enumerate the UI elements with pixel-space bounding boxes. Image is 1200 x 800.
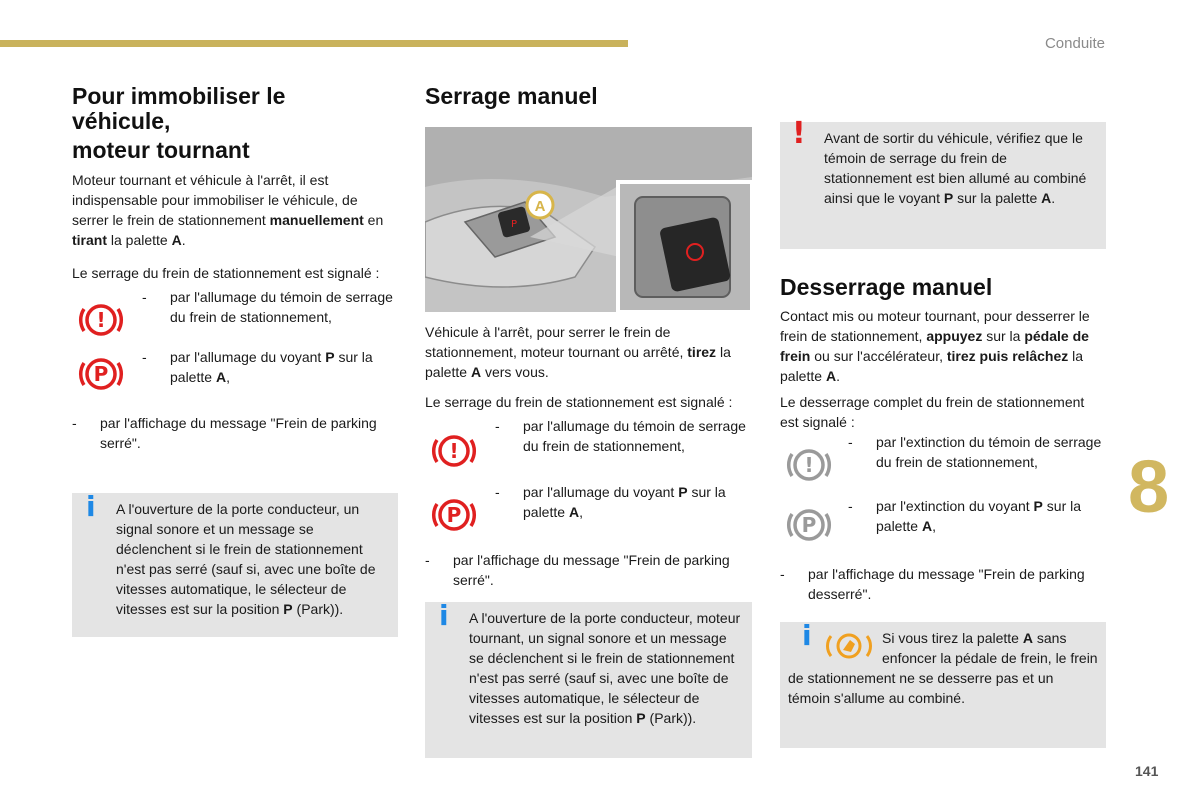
- indicator-item: [142, 347, 398, 387]
- dash: -: [495, 418, 500, 434]
- indicator-text: par l'extinction du témoin de serrage du frein de stationnement,: [876, 434, 1102, 470]
- text-run: A: [215, 369, 227, 385]
- text-run: .: [1051, 190, 1056, 206]
- section-label: Conduite: [1044, 35, 1105, 52]
- heading-immobiliser: [72, 84, 398, 134]
- text-run: A: [1041, 190, 1052, 206]
- text-run: par l'extinction du voyant: [876, 498, 1034, 514]
- exclaim-glyph: !: [96, 308, 106, 332]
- text-run: ou sur l'accélérateur,: [810, 348, 947, 364]
- text-run: A: [1022, 630, 1033, 646]
- indicator-text: [523, 482, 752, 522]
- text-run: sur la palette: [876, 498, 1082, 534]
- p-glyph: P: [93, 362, 109, 386]
- indicator-item: [495, 416, 752, 456]
- indicator-group: [780, 432, 1106, 542]
- text-run: la palette: [425, 344, 731, 380]
- text-run: vers vous.: [481, 364, 549, 380]
- exclaim-glyph: !: [804, 453, 814, 477]
- parking-brake-p-icon-red: [76, 349, 126, 399]
- info-icon: i: [802, 619, 812, 652]
- warning-box: [780, 116, 1106, 249]
- text-run: sans enfoncer la pédale de frein, le frein de stationnement ne se desserre pas et un témoin s'allume au combiné.: [788, 630, 1098, 706]
- signal-paragraph: Le serrage du frein de stationnement est signalé :: [425, 394, 733, 410]
- p-glyph: P: [801, 513, 817, 537]
- parking-brake-illustration: [425, 127, 752, 312]
- text-run: manuellement: [269, 212, 364, 228]
- indicator-item: [848, 496, 1106, 536]
- desserrage-description: [780, 306, 1106, 386]
- message-item: [780, 564, 1106, 604]
- message-item: [425, 550, 752, 590]
- column-desserrage: [780, 80, 1106, 748]
- text-run: Contact mis ou moteur tournant, pour desserrer le frein de stationnement,: [780, 308, 1090, 344]
- message-text: par l'affichage du message "Frein de parking serré".: [100, 415, 377, 451]
- text-run: .: [836, 368, 840, 384]
- warning-icon: !: [792, 116, 806, 151]
- dashboard-drawing: [425, 127, 752, 312]
- indicator-text: [170, 347, 398, 387]
- info-box: [425, 599, 752, 758]
- text-run: par l'allumage du voyant: [170, 349, 326, 365]
- dash: -: [495, 484, 500, 500]
- exclaim-glyph: !: [449, 439, 459, 463]
- info-box: [72, 490, 398, 637]
- text-run: ,: [932, 518, 936, 534]
- text-run: sur la palette: [170, 349, 373, 385]
- dash: -: [72, 415, 77, 431]
- text-run: tirant: [72, 232, 107, 248]
- indicator-group: [72, 287, 398, 397]
- text-run: A l'ouverture de la porte conducteur, moteur tournant, un signal sonore et un message se déclenchent si le frein de stationnement n'est pas serré (sauf si, avec une boîte de vitesses automatique, le sélecteur de vitesses est sur la position: [469, 610, 741, 726]
- message-item: [72, 413, 398, 453]
- dash: -: [848, 434, 853, 450]
- p-glyph: P: [510, 219, 518, 230]
- heading-serrage-manuel: Serrage manuel: [425, 83, 598, 109]
- text-run: Véhicule à l'arrêt, pour serrer le frein de stationnement, moteur tournant ou arrêté,: [425, 324, 688, 360]
- text-run: tirez puis relâchez: [946, 348, 1069, 364]
- message-text: par l'affichage du message "Frein de parking serré".: [453, 552, 730, 588]
- parking-brake-p-icon-red: [429, 490, 479, 540]
- chapter-number: 8: [1128, 445, 1170, 528]
- text-run: ,: [226, 369, 230, 385]
- text-run: pédale de frein: [780, 328, 1089, 364]
- text-run: la palette: [780, 348, 1084, 384]
- text-run: A: [921, 518, 933, 534]
- serrage-description: [425, 322, 752, 382]
- text-run: A: [568, 504, 580, 520]
- text-run: P: [283, 601, 293, 617]
- text-run: (Park)).: [292, 601, 344, 617]
- text-run: Moteur tournant et véhicule à l'arrêt, il est indispensable pour immobiliser le véhicule, de serrer le frein de stationnement: [72, 172, 358, 228]
- indicator-group: [425, 416, 752, 526]
- text-run: A: [171, 232, 182, 248]
- text-run: P: [325, 349, 335, 365]
- column-serrage: [425, 80, 752, 758]
- heading-desserrage-manuel: Desserrage manuel: [780, 274, 993, 300]
- info-icon: i: [86, 490, 96, 523]
- message-text: par l'affichage du message "Frein de parking desserré".: [808, 566, 1085, 602]
- parking-brake-p-icon-grey: [784, 500, 834, 550]
- indicator-text: par l'allumage du témoin de serrage du frein de stationnement,: [170, 289, 393, 325]
- text-run: par l'allumage du voyant: [523, 484, 679, 500]
- p-glyph: P: [446, 503, 462, 527]
- info-box: [780, 619, 1106, 748]
- callout-letter: A: [534, 198, 546, 215]
- page-number: 141: [1135, 763, 1159, 779]
- indicator-item: [848, 432, 1106, 472]
- brake-warning-icon-red: [76, 295, 126, 345]
- text-run: A: [825, 368, 837, 384]
- text-run: Si vous tirez la palette: [882, 630, 1023, 646]
- heading-line: véhicule,: [72, 108, 171, 134]
- text-run: A l'ouverture de la porte conducteur, un signal sonore et un message se déclenchent si le frein de stationnement n'est pas serré (sauf si, avec une boîte de vitesses automatique, le sélecteur de vitesses est sur la position: [116, 501, 376, 617]
- text-run: ,: [579, 504, 583, 520]
- indicator-text: par l'allumage du témoin de serrage du frein de stationnement,: [523, 418, 746, 454]
- text-run: sur la: [982, 328, 1025, 344]
- text-run: tirez: [687, 344, 717, 360]
- dash: -: [780, 566, 785, 582]
- text-run: P: [1033, 498, 1043, 514]
- info-icon: i: [439, 599, 449, 632]
- text-run: .: [181, 232, 186, 248]
- text-run: P: [636, 710, 646, 726]
- heading-moteur-tournant: moteur tournant: [72, 137, 250, 163]
- indicator-text: [876, 496, 1106, 536]
- heading-line: Pour immobiliser le: [72, 83, 286, 109]
- signal-paragraph: Le serrage du frein de stationnement est signalé :: [72, 265, 380, 281]
- dash: -: [425, 552, 430, 568]
- indicator-item: [495, 482, 752, 522]
- signal-paragraph: Le desserrage complet du frein de stationnement est signalé :: [780, 394, 1085, 430]
- dash: -: [848, 498, 853, 514]
- column-immobiliser: [72, 80, 398, 637]
- brake-warning-icon-grey: [784, 440, 834, 490]
- text-run: (Park)).: [645, 710, 697, 726]
- text-run: en: [363, 212, 384, 228]
- intro-paragraph: [72, 170, 398, 250]
- text-run: la palette: [107, 232, 172, 248]
- text-run: sur la palette: [953, 190, 1042, 206]
- dash: -: [142, 289, 147, 305]
- info-icon-group: [788, 619, 882, 668]
- text-run: P: [678, 484, 688, 500]
- indicator-item: [142, 287, 398, 327]
- text-run: A: [470, 364, 482, 380]
- text-run: appuyez: [926, 328, 983, 344]
- header-accent-bar: [0, 40, 628, 47]
- dash: -: [142, 349, 147, 365]
- text-run: Avant de sortir du véhicule, vérifiez que le témoin de serrage du frein de stationnement est bien allumé au combiné ainsi que le voyant: [824, 130, 1087, 206]
- text-run: P: [943, 190, 954, 206]
- text-run: sur la palette: [523, 484, 726, 520]
- foot-on-brake-icon: [824, 628, 874, 664]
- brake-warning-icon-red: [429, 426, 479, 476]
